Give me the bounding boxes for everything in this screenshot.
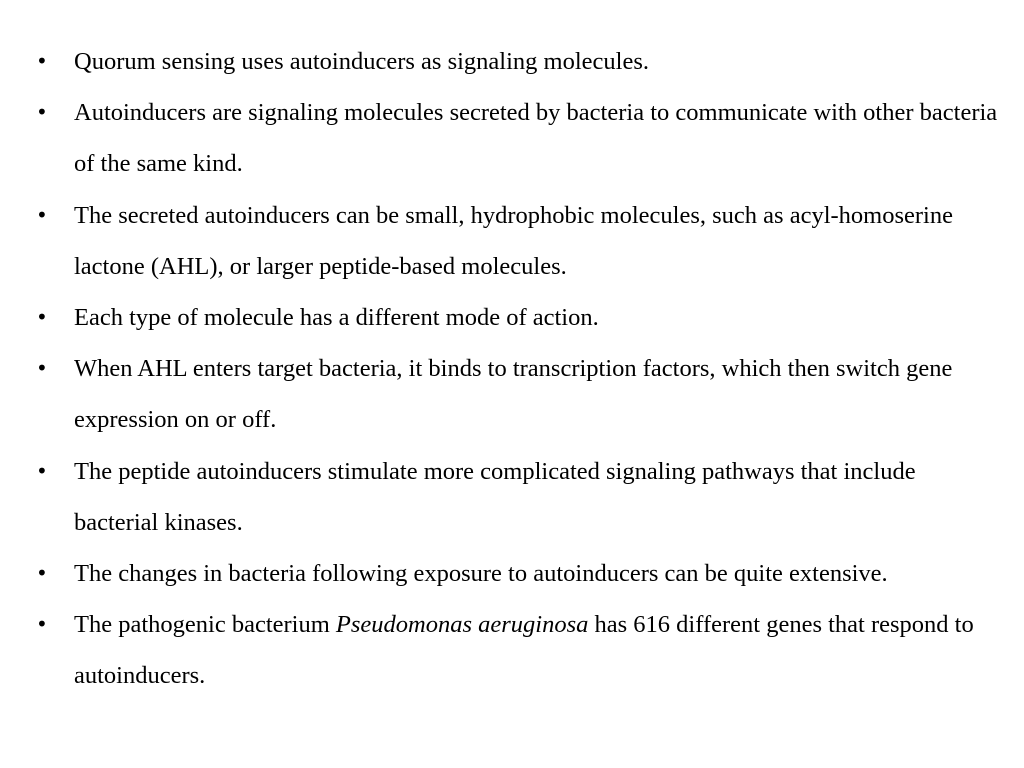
- bullet-dot-icon: •: [36, 100, 48, 125]
- bullet-dot-icon: •: [36, 49, 48, 73]
- bullet-dot-icon: •: [36, 612, 48, 637]
- bullet-text-before: The pathogenic bacterium: [74, 611, 336, 639]
- bullet-dot-icon: •: [36, 202, 48, 227]
- bullet-dot-icon: •: [36, 458, 48, 483]
- bullet-text-after: has 616 different genes that respond to autoinducers.: [74, 611, 974, 690]
- bullet-list: [36, 36, 1006, 702]
- bullet-dot-icon: •: [36, 356, 48, 381]
- bullet-text: The changes in bacteria following exposure to autoinducers can be quite extensive.: [74, 560, 888, 588]
- bullet-text: Each type of molecule has a different mode of action.: [74, 304, 599, 332]
- bullet-item-1: [36, 36, 1006, 87]
- bullet-item-6: [36, 446, 1006, 548]
- bullet-dot-icon: •: [36, 305, 48, 330]
- bullet-text: Quorum sensing uses autoinducers as signaling molecules.: [74, 48, 649, 75]
- bullet-item-2: [36, 87, 1006, 189]
- bullet-item-4: [36, 292, 1006, 343]
- bullet-text: Autoinducers are signaling molecules secreted by bacteria to communicate with other bacteria of the same kind.: [74, 99, 998, 178]
- bullet-item-8: [36, 599, 1006, 701]
- bullet-item-7: [36, 548, 1006, 599]
- bullet-item-3: [36, 190, 1006, 292]
- bullet-text: The secreted autoinducers can be small, hydrophobic molecules, such as acyl-homoserine lactone (AHL), or larger peptide-based molecules.: [74, 201, 953, 280]
- bullet-dot-icon: •: [36, 561, 48, 586]
- species-name: Pseudomonas aeruginosa: [335, 611, 589, 639]
- bullet-item-5: [36, 343, 1006, 445]
- bullet-text: The peptide autoinducers stimulate more complicated signaling pathways that include bacterial kinases.: [74, 457, 916, 536]
- bullet-text: When AHL enters target bacteria, it binds to transcription factors, which then switch gene expression on or off.: [74, 355, 953, 434]
